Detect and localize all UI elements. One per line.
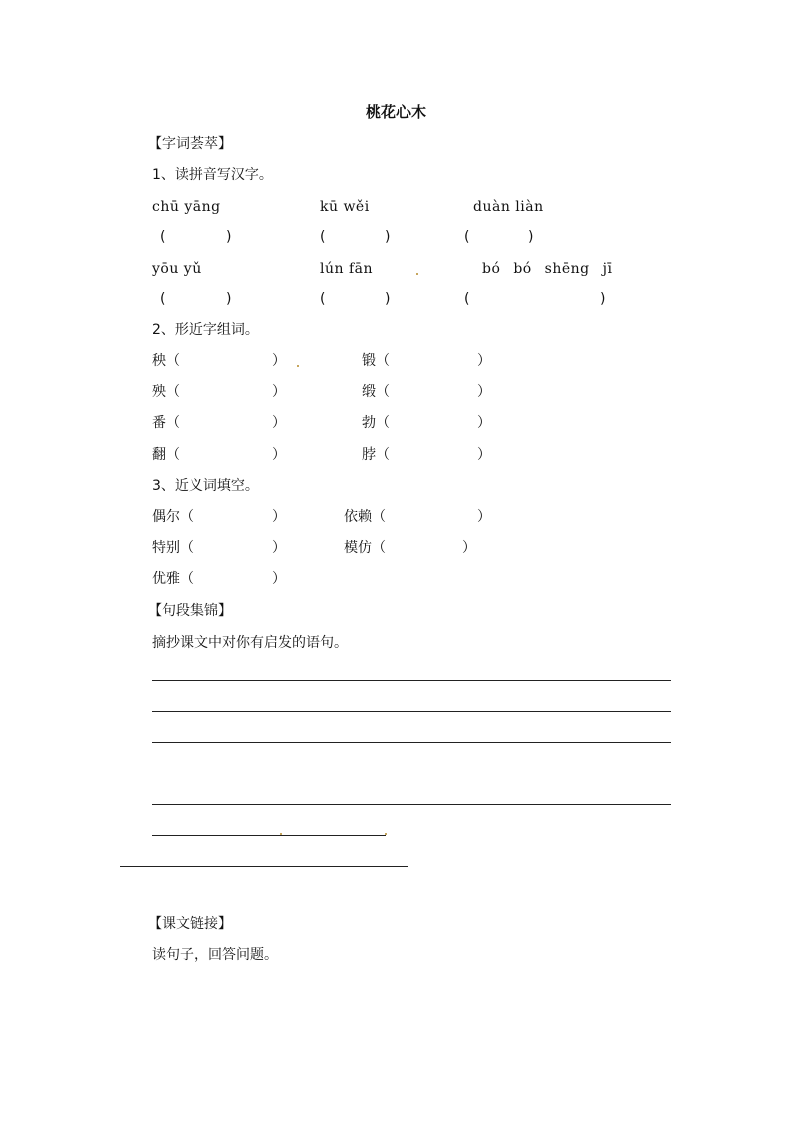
word-group-item: 缎（ <box>362 384 390 400</box>
word-group-close: ） <box>272 447 286 463</box>
synonym-close: ） <box>272 540 286 556</box>
word-group-close: ） <box>477 447 491 463</box>
writing-line <box>152 742 671 743</box>
word-group-close: ） <box>477 353 491 369</box>
writing-line <box>152 804 671 805</box>
answer-blank-close: ) <box>385 291 391 307</box>
answer-blank-open: ( <box>464 291 470 307</box>
pinyin-5: lún fān <box>320 261 374 277</box>
answer-blank-open: ( <box>160 229 166 245</box>
pinyin-3: duàn liàn <box>473 199 544 215</box>
answer-blank-close: ) <box>600 291 606 307</box>
question-2-heading: 2、形近字组词。 <box>152 322 259 338</box>
word-group-close: ） <box>477 384 491 400</box>
section-heading-sentences: 【句段集锦】 <box>148 603 232 619</box>
answer-blank-close: ) <box>226 291 232 307</box>
link-prompt: 读句子，回答问题。 <box>152 947 278 963</box>
synonym-close: ） <box>272 571 286 587</box>
word-group-item: 锻（ <box>362 353 390 369</box>
stray-dot <box>416 273 418 275</box>
answer-blank-close: ) <box>528 229 534 245</box>
word-group-close: ） <box>272 415 286 431</box>
answer-blank-open: ( <box>160 291 166 307</box>
word-group-item: 殃（ <box>152 384 180 400</box>
word-group-item: 秧（ <box>152 353 180 369</box>
section-heading-link: 【课文链接】 <box>148 916 232 932</box>
stray-dot <box>385 833 387 835</box>
pinyin-1: chū yāng <box>152 199 221 215</box>
writing-line <box>152 711 671 712</box>
answer-blank-open: ( <box>320 291 326 307</box>
answer-blank-close: ) <box>226 229 232 245</box>
synonym-item: 依赖（ <box>344 509 386 525</box>
stray-dot <box>297 365 299 367</box>
synonym-close: ） <box>477 509 491 525</box>
answer-blank-close: ) <box>385 229 391 245</box>
answer-blank-open: ( <box>464 229 470 245</box>
synonym-close: ） <box>462 540 476 556</box>
pinyin-4: yōu yǔ <box>152 261 202 277</box>
word-group-close: ） <box>272 384 286 400</box>
synonym-close: ） <box>272 509 286 525</box>
question-3-heading: 3、近义词填空。 <box>152 478 259 494</box>
writing-line <box>152 680 671 681</box>
word-group-item: 勃（ <box>362 415 390 431</box>
footnote-separator <box>120 866 408 867</box>
answer-blank-open: ( <box>320 229 326 245</box>
page-title: 桃花心木 <box>366 103 427 121</box>
synonym-item: 模仿（ <box>344 540 386 556</box>
section-heading-vocab: 【字词荟萃】 <box>148 136 232 152</box>
synonym-item: 优雅（ <box>152 571 194 587</box>
excerpt-prompt: 摘抄课文中对你有启发的语句。 <box>152 635 348 651</box>
word-group-close: ） <box>477 415 491 431</box>
writing-line <box>152 835 386 836</box>
question-1-heading: 1、读拼音写汉字。 <box>152 167 273 183</box>
word-group-item: 脖（ <box>362 447 390 463</box>
synonym-item: 特别（ <box>152 540 194 556</box>
word-group-close: ） <box>272 353 286 369</box>
stray-dot <box>280 833 282 835</box>
pinyin-2: kū wěi <box>320 199 370 215</box>
word-group-item: 番（ <box>152 415 180 431</box>
pinyin-6: bó bó shēng jī <box>482 261 613 277</box>
synonym-item: 偶尔（ <box>152 509 194 525</box>
word-group-item: 翻（ <box>152 447 180 463</box>
